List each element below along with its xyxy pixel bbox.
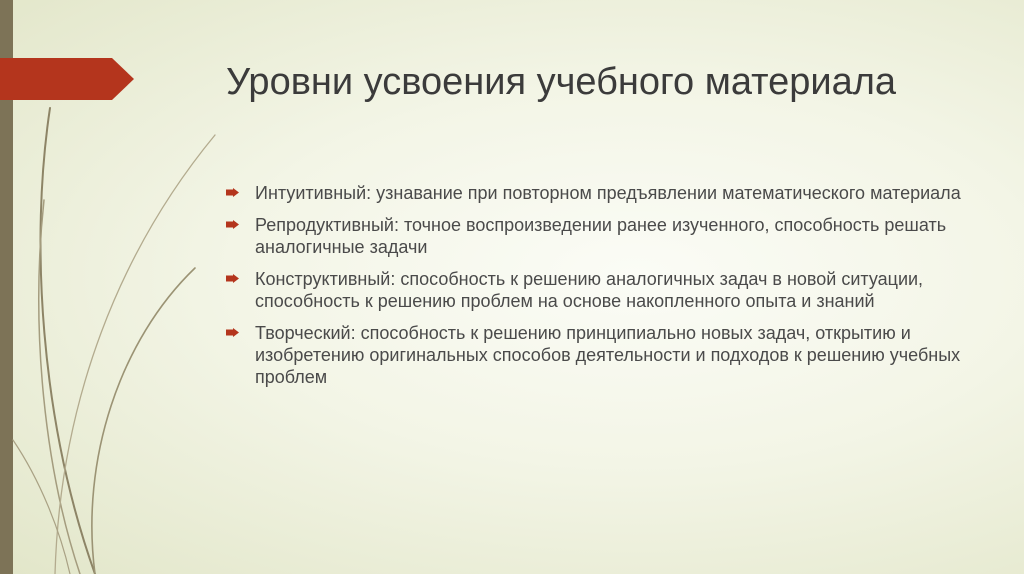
arrow-bullet-icon <box>226 220 239 229</box>
list-item <box>226 182 986 204</box>
list-item-text: Репродуктивный: точное воспроизведении ранее изученного, способность решать аналогичные задачи <box>255 215 947 257</box>
list-item-text: Творческий: способность к решению принципиально новых задач, открытию и изобретению оригинальных способов деятельности и подходов к решению учебных проблем <box>255 323 961 387</box>
list-item <box>226 268 986 312</box>
list-item <box>226 322 986 388</box>
title-accent-flag <box>0 58 134 100</box>
arrow-bullet-icon <box>226 188 239 197</box>
bullet-list <box>226 182 986 398</box>
list-item-text: Интуитивный: узнавание при повторном предъявлении математического материала <box>255 183 961 203</box>
list-item <box>226 214 986 258</box>
slide-title: Уровни усвоения учебного материала <box>226 61 897 103</box>
arrow-bullet-icon <box>226 328 239 337</box>
list-item-text: Конструктивный: способность к решению аналогичных задач в новой ситуации, способность к решению проблем на основе накопленного опыта и знаний <box>255 269 924 311</box>
arrow-bullet-icon <box>226 274 239 283</box>
